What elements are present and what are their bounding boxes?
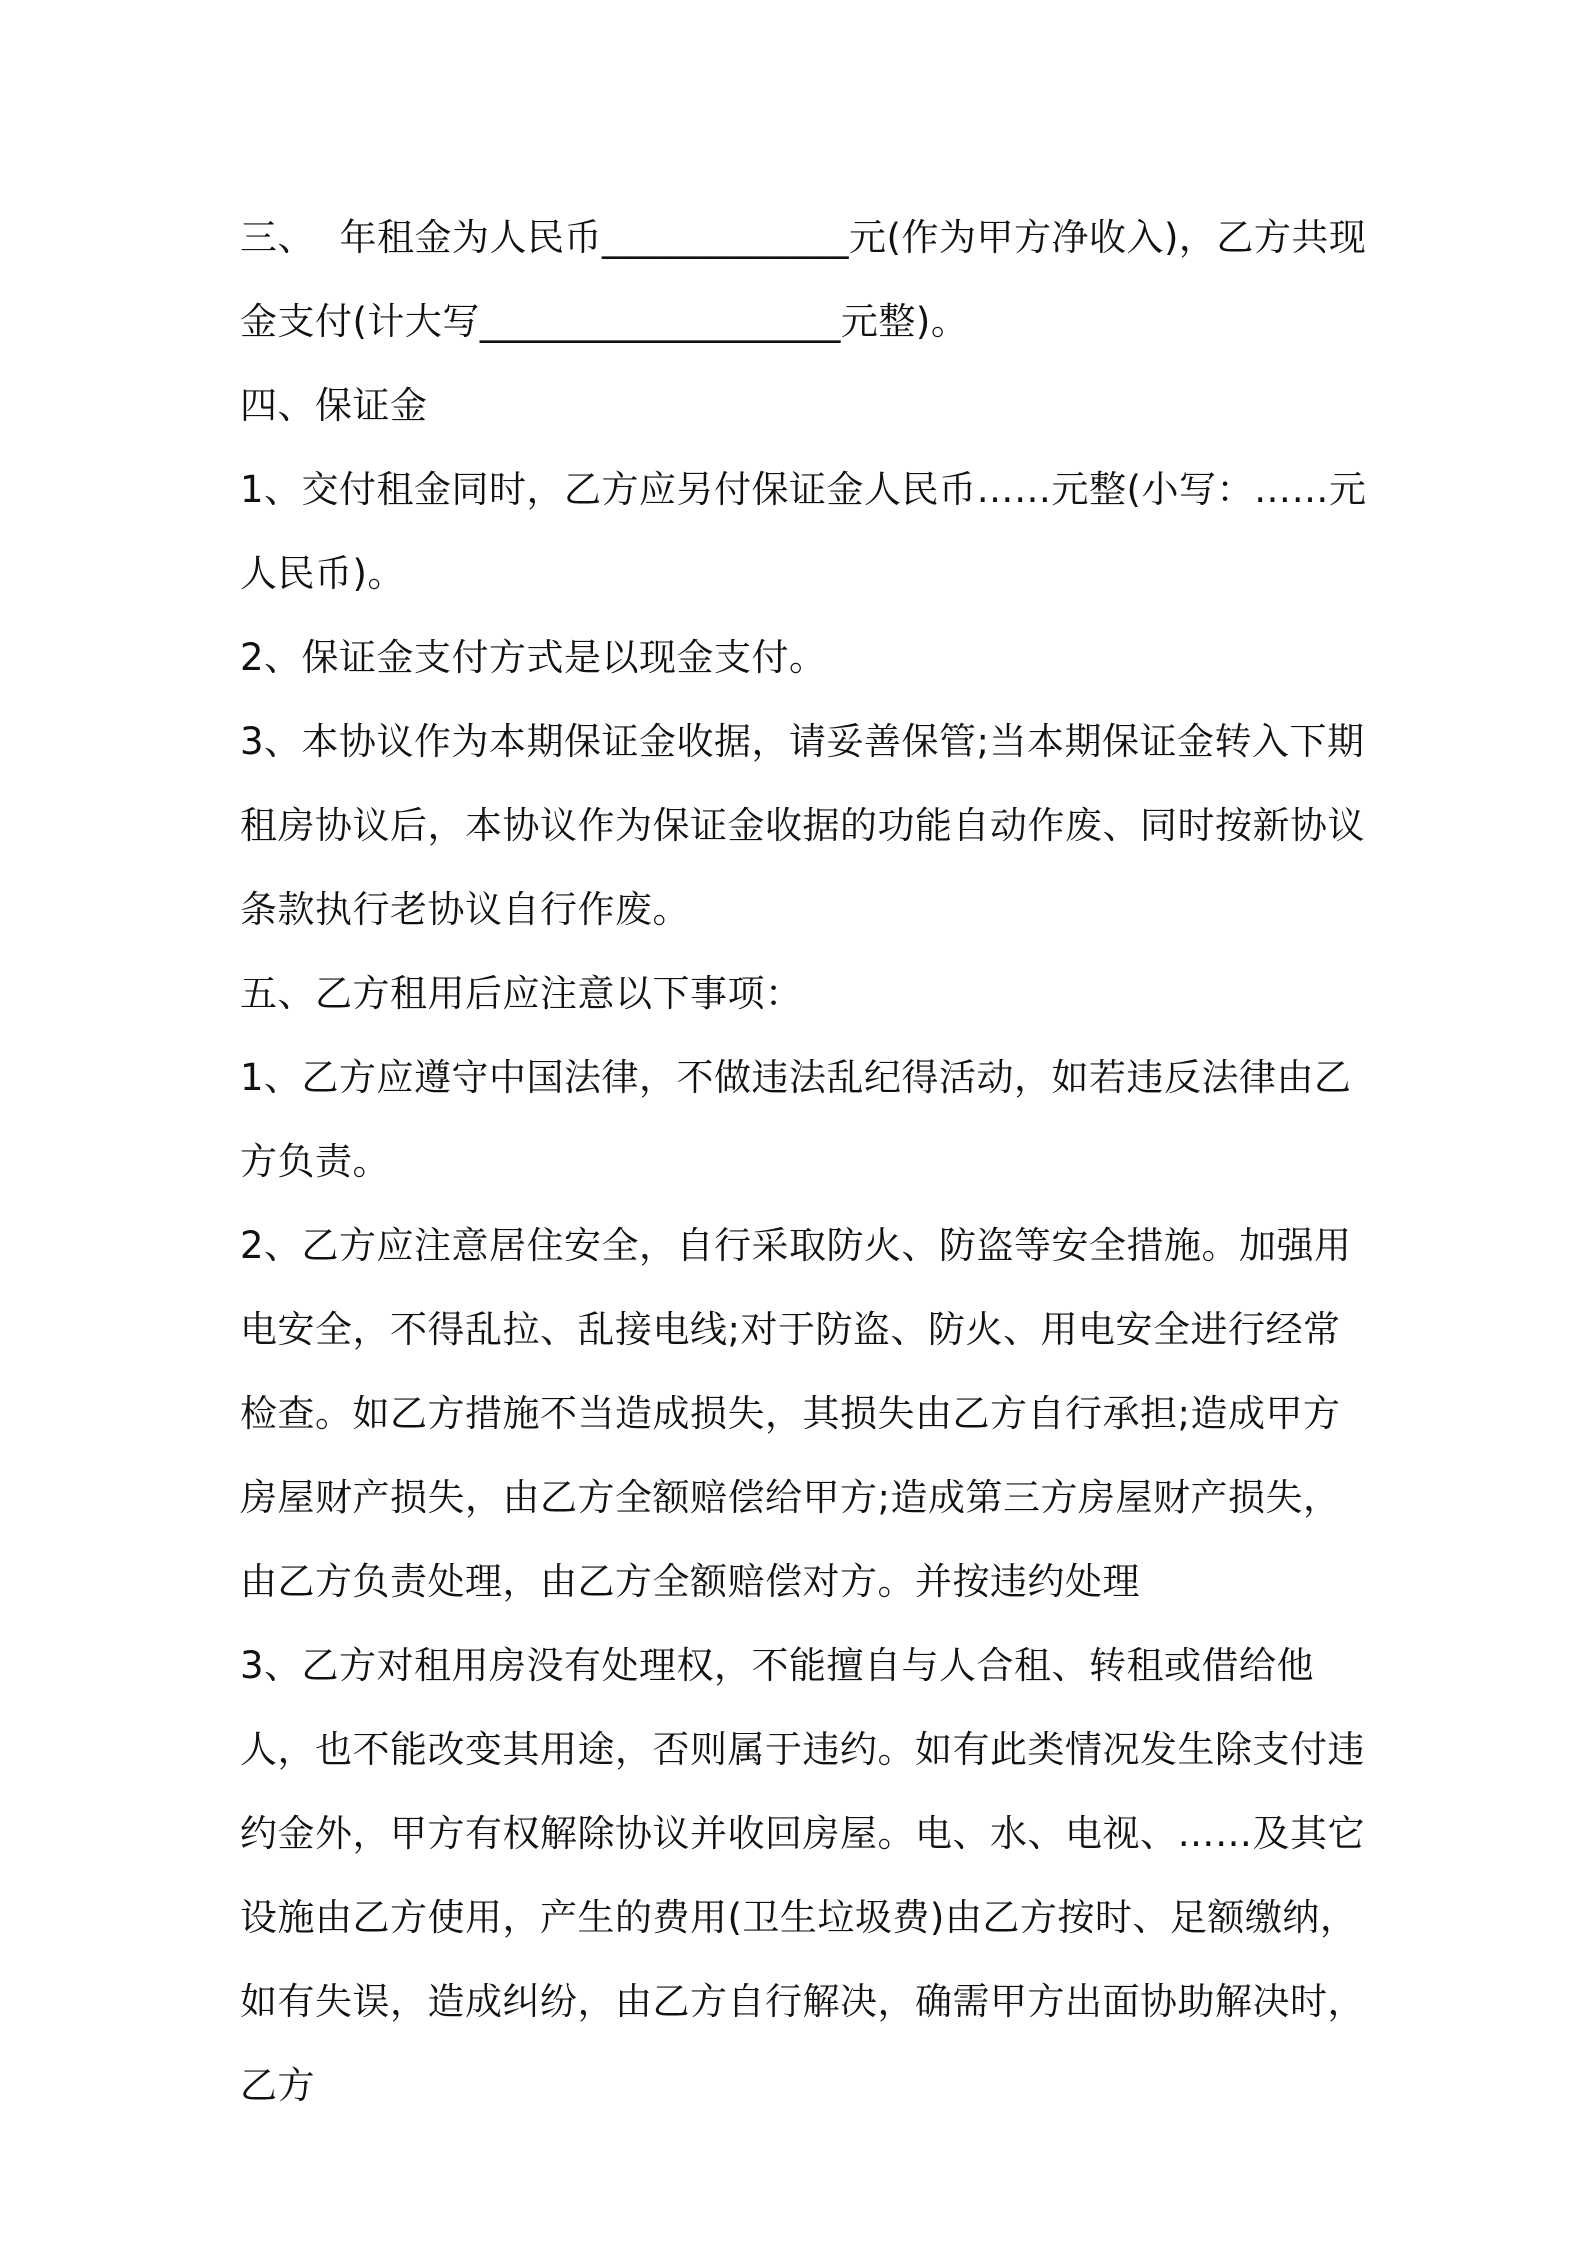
clause-3-annual-rent: 三、 年租金为人民币_____________元(作为甲方净收入)，乙方共现金支付(计大写___________________元整)。 xyxy=(240,216,1367,343)
tenant-note-2: 2、乙方应注意居住安全，自行采取防火、防盗等安全措施。加强用电安全，不得乱拉、乱接电线;对于防盗、防火、用电安全进行经常检查。如乙方措施不当造成损失，其损失由乙方自行承担;造成甲方房屋财产损失，由乙方全额赔偿给甲方;造成第三方房屋财产损失，由乙方负责处理，由乙方全额赔偿对方。并按违约处理 xyxy=(240,1224,1352,1603)
section-4-heading-deposit: 四、保证金 xyxy=(240,384,428,427)
section-5-heading-tenant-notes: 五、乙方租用后应注意以下事项： xyxy=(240,972,803,1015)
deposit-item-1: 1、交付租金同时，乙方应另付保证金人民币……元整(小写：……元人民币)。 xyxy=(240,468,1367,595)
document-body xyxy=(240,196,1370,2128)
deposit-item-3: 3、本协议作为本期保证金收据，请妥善保管;当本期保证金转入下期租房协议后，本协议作为保证金收据的功能自动作废、同时按新协议条款执行老协议自行作废。 xyxy=(240,720,1365,931)
deposit-item-2: 2、保证金支付方式是以现金支付。 xyxy=(240,636,827,679)
tenant-note-3: 3、乙方对租用房没有处理权，不能擅自与人合租、转租或借给他人，也不能改变其用途，否则属于违约。如有此类情况发生除支付违约金外，甲方有权解除协议并收回房屋。电、水、电视、……及其它设施由乙方使用，产生的费用(卫生垃圾费)由乙方按时、足额缴纳，如有失误，造成纠纷，由乙方自行解决，确需甲方出面协助解决时，乙方 xyxy=(240,1644,1365,2107)
tenant-note-1: 1、乙方应遵守中国法律，不做违法乱纪得活动，如若违反法律由乙方负责。 xyxy=(240,1056,1352,1183)
